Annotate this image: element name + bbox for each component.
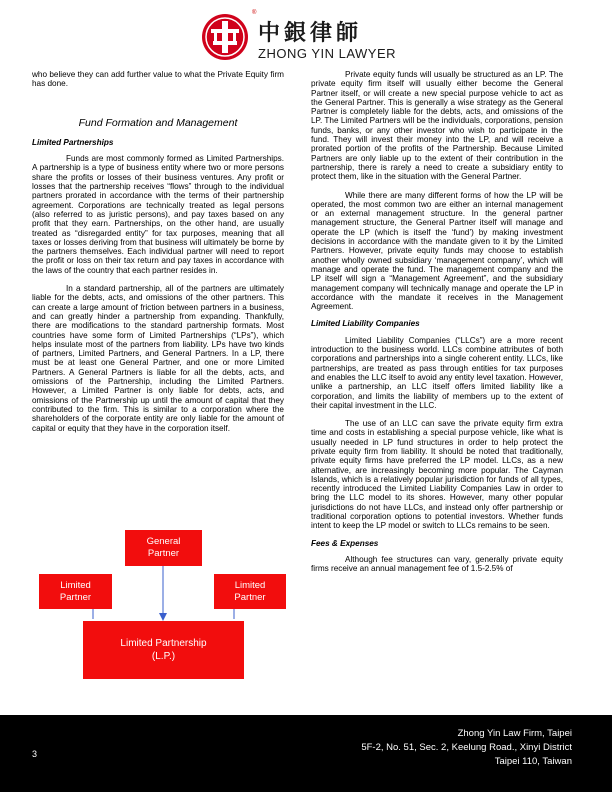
address-line-3: Taipei 110, Taiwan bbox=[494, 756, 572, 767]
firm-address bbox=[361, 727, 572, 769]
limited-partner-left-label-1: Limited bbox=[60, 579, 91, 591]
left-column bbox=[32, 70, 284, 433]
paragraph-llc-use: The use of an LLC can save the private equity firm extra time and costs in establishing a special purpose vehicle, like what is usually needed in LP fund structures in order to help protect the private equity firm from liability. It should be noted that traditionally, private equity firms have preferred the LP model. LLCs, as a new alternative, are increasingly becoming more popular. The Cayman Islands, which is a relatively popular jurisdiction for funds of all types, recently introduced the Limited Liability Companies Law in order to bring the LLC model to its shores. However, many other popular jurisdictions do not have LLCs, and instead only offer partnership or traditional corporation options to potential investors. Whether funds intent to keep the LP model or switch to LLCs remains to be seen. bbox=[311, 419, 563, 531]
general-partner-label-2: Partner bbox=[147, 548, 180, 559]
general-partner-label-1: General bbox=[146, 536, 181, 547]
intro-paragraph: who believe they can add further value to what the Private Equity firm has done. bbox=[32, 70, 284, 89]
registered-mark: ® bbox=[252, 10, 257, 16]
subheading-fees: Fees & Expenses bbox=[311, 538, 379, 548]
general-partner-box bbox=[125, 530, 202, 566]
limited-partner-right-box bbox=[214, 574, 286, 609]
limited-partner-right-label-1: Limited bbox=[234, 579, 266, 591]
section-title: Fund Formation and Management bbox=[78, 116, 238, 129]
right-column bbox=[311, 70, 563, 574]
limited-partnership-box bbox=[83, 621, 244, 679]
paragraph-pe-structure: Private equity funds will usually be structured as an LP. The private equity firm itself will usually either become the General Partner itself, or will create a new special purpose vehicle to act as the General Partner. This is generally a wise strategy as the General Partner is completely liable for the debts, acts, and omissions of the LP. The Limited Partners will be the individuals, corporations, pension funds, banks, or any other investor who wish to participate in the fund. They will invest their money into the LP, and will receive a prorated portion of the profits of the Partnership. Because Limited Partners are only liable up to the extent of their contribution in the partnership, there is rarely a need to create a subsidiary entity to protect them, like in the situation with the General Partner. bbox=[311, 70, 563, 182]
paragraph-partnerships: Funds are most commonly formed as Limited Partnerships. A partnership is a type of business entity where two or more persons share the profits or losses of their business ventures. Any profit or losses that the partnership receives “flows” through to the individual partners prorated in accordance with the terms of their partnership agreement. Corporations are technically treated as legal persons (also referred to as juristic persons), and pay taxes based on any profit that they earn. Partnerships, on the other hand, are usually treated as “disregarded entity” for tax purposes, meaning that all taxes or losses deriving from that business will ultimately be borne by the partners themselves. Each individual partner will need to report the profit or loss on their tax return and pay taxes in accordance with the laws of the country that each partner resides in. bbox=[32, 154, 284, 275]
page-footer bbox=[0, 715, 612, 792]
letterhead bbox=[190, 6, 430, 66]
paragraph-llc-intro: Limited Liability Companies (“LLCs”) are a more recent introduction to the business world. LLCs combine attributes of both corporations and partnerships into a single coherent entity. LLCs, like partnerships, are treated as pass through entities for tax purposes and enables the LLC itself to avoid any entity level taxation. However, unlike a partnership, an LLC itself offers limited liability like a corporation, and limits the liability of members up to the extent of their capital investment in the LLC. bbox=[311, 335, 563, 410]
zhong-yin-seal-icon bbox=[200, 12, 250, 62]
limited-partner-left-box bbox=[39, 574, 112, 609]
limited-partner-left-label-2: Partner bbox=[59, 591, 92, 603]
address-line-1: Zhong Yin Law Firm, Taipei bbox=[457, 728, 572, 739]
limited-partnership-label-1: Limited Partnership bbox=[120, 638, 207, 649]
subheading-llc: Limited Liability Companies bbox=[311, 319, 420, 329]
firm-name-english: ZHONG YIN LAWYER bbox=[258, 46, 397, 61]
paragraph-standard-partnership: In a standard partnership, all of the partners are ultimately liable for the debts, acts, and omissions of the other partners. This can create a large amount of friction between partners in a business, and can greatly hinder a partnership from expanding. Thankfully, there are modifications to the standard partnership formats. Most countries have some form of Limited Partnerships (“LPs”), which helps insulate most of the partners from liability. LPs have two kinds of partners, Limited Partners, and General Partners. In a LP, there must be at least one General Partner, and one or more Limited Partners. A General Partners is liable for all the debts, acts, and omissions of the Partnership, including the Limited Partners. However, a Limited Partner is only liable for debts, acts, and omissions of the Partnership up until the amount of capital that they contributed to the firm. This is similar to a corporation where the shareholders of the corporate entity are only liable for the amount of capital or equity that they have in the corporation itself. bbox=[32, 284, 284, 433]
limited-partner-right-label-2: Partner bbox=[234, 591, 266, 603]
page-number: 3 bbox=[32, 749, 38, 759]
limited-partnership-label-2: (L.P.) bbox=[151, 651, 176, 662]
firm-name-chinese: 中銀律師 bbox=[258, 20, 363, 46]
paragraph-management-structure: While there are many different forms of how the LP will be operated, the most common two are either an internal management or an external management structure. In the general partner management structure, the General Partner itself will manage and operate the LP (which is itself the ‘fund’) by making investment decisions in accordance with the mandate given to it by the Limited Partners. However, private equity funds may choose to establish another wholly owned subsidiary ‘management company’, which will manage and operate the fund. The management company and the LP itself will sign a “Management Agreement”, and the subsidiary management company will technically manage and operate the LP in accordance with the mandate it receives in the Management Agreement. bbox=[311, 190, 563, 312]
address-line-2: 5F-2, No. 51, Sec. 2, Keelung Road., Xinyi District bbox=[361, 742, 572, 753]
arrow-head-general bbox=[159, 613, 167, 621]
paragraph-fees: Although fee structures can vary, generally private equity firms receive an annual management fee of 1.5-2.5% of bbox=[311, 554, 563, 574]
subheading-limited-partnerships: Limited Partnerships bbox=[32, 137, 114, 147]
